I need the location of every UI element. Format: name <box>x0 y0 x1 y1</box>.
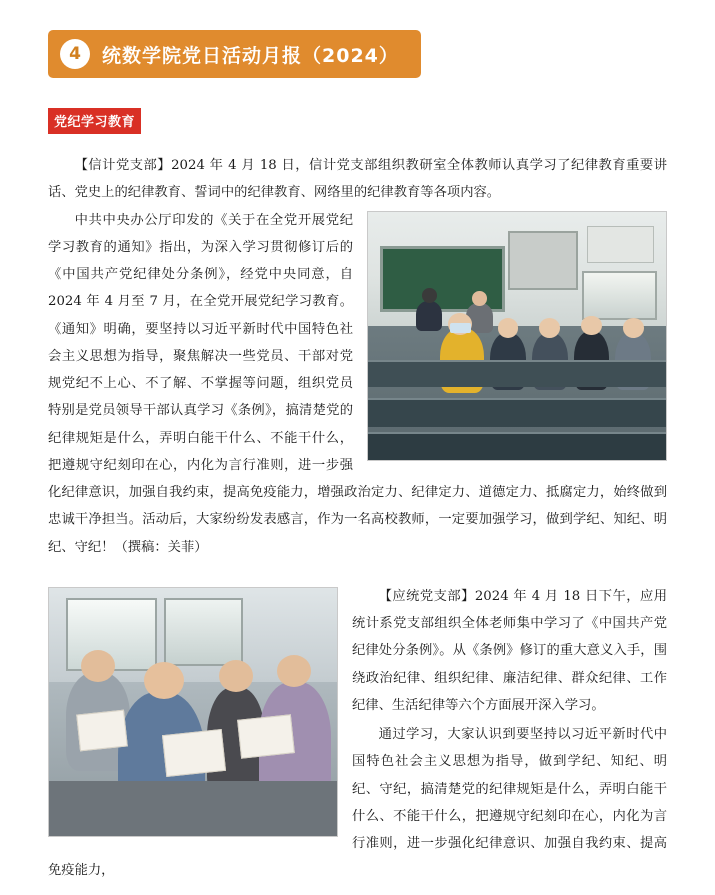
article-one-paragraph-2: 中共中央办公厅印发的《关于在全党开展党纪学习教育的通知》指出，为深入学习贯彻修订后的《中国共产党纪律处分条例》，经党中央同意，自 2024 年 4 月至 7 月，在全党开展党纪学习教育。《通知》明确，要坚持以习近平新时代中国特色社会主义思想为指导，聚焦解决一些党员、干部对党规党纪不上心、不了解、不掌握等问题，组织党员特别是党员领导干部认真学习《条例》，搞清楚党的纪律规矩是什么，弄明白能干什么、不能干什么，把遵规守纪刻印在心，内化为言行准则，进一步强化纪律意识，加强自我约束，提高免疫能力，增强政治定力、纪律定力、道德定力、抵腐定力，始终做到忠诚干净担当。活动后，大家纷纷发表感言，作为一名高校教师，一定要加强学习，做到学纪、知纪、明纪、守纪！（撰稿：关菲） <box>48 212 667 555</box>
photo1-person-head <box>623 318 644 338</box>
section-heading-row <box>48 108 667 134</box>
article-two <box>48 583 667 885</box>
photo2-person-head <box>219 660 254 692</box>
photo1-person-head <box>539 318 560 338</box>
article-one-body-with-image <box>48 207 667 561</box>
photo1-desk-row <box>368 432 666 460</box>
document-page <box>0 30 715 895</box>
photo2-person-head <box>144 662 184 699</box>
photo2-document <box>162 729 226 777</box>
photo2-person-head <box>81 650 116 682</box>
section-heading: 党纪学习教育 <box>48 108 141 134</box>
photo2-table <box>49 781 337 836</box>
article-one <box>48 152 667 561</box>
photo1-person-head <box>422 288 437 303</box>
photo1-face-mask <box>450 323 471 333</box>
issue-number-badge: 4 <box>60 39 90 69</box>
photo1-person <box>416 301 443 331</box>
article-two-paragraph-1: 【应统党支部】2024 年 4 月 18 日下午，应用统计系党支部组织全体老师集中学习了《中国共产党纪律处分条例》。从《条例》修订的重大意义入手，围绕政治纪律、组织纪律、廉洁纪律、群众纪律、工作纪律、生活纪律等六个方面展开深入学习。 <box>352 588 667 713</box>
classroom-meeting-photo <box>367 211 667 461</box>
header-banner <box>48 30 421 78</box>
photo2-person-head <box>277 655 312 687</box>
group-study-reading-photo <box>48 587 338 837</box>
photo1-person-head <box>472 291 487 306</box>
photo2-document <box>76 709 128 751</box>
photo1-desk-row <box>368 360 666 387</box>
page-title: 统数学院党日活动月报（2024） <box>102 44 399 67</box>
header-banner-row <box>48 30 667 78</box>
article-one-paragraph-1: 【信计党支部】2024 年 4 月 18 日，信计党支部组织教研室全体教师认真学习了纪律教育重要讲话、党史上的纪律教育、誓词中的纪律教育、网络里的纪律教育等各项内容。 <box>48 158 667 201</box>
article-two-paragraph-2: 通过学习，大家认识到要坚持以习近平新时代中国特色社会主义思想为指导，做到学纪、知纪、明纪、守纪，搞清楚党的纪律规矩是什么，弄明白能干什么、不能干什么，把遵规守纪刻印在心，内化为言行准则，进一步强化纪律意识、加强自我约束、提高免疫能力， <box>48 727 667 879</box>
photo1-desk-row <box>368 398 666 427</box>
photo2-window-right <box>164 598 243 666</box>
photo2-document <box>237 714 295 759</box>
